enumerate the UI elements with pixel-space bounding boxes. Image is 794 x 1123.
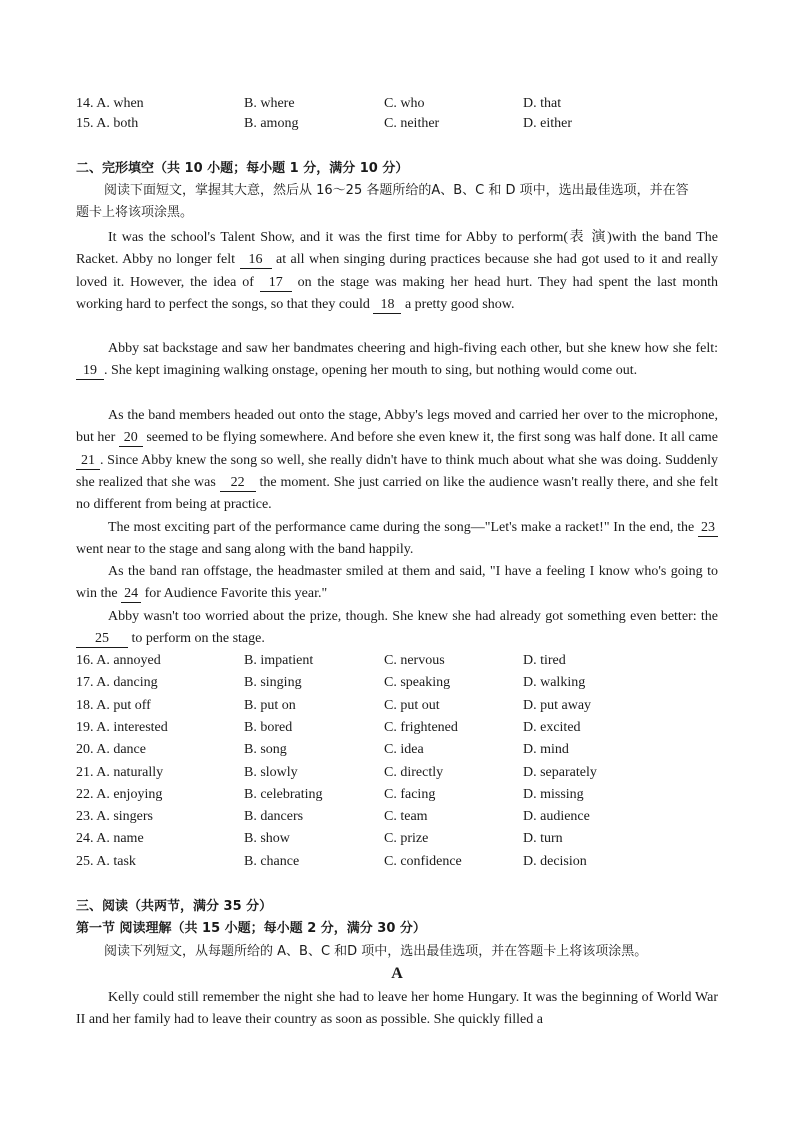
option-d: D. turn [523,831,563,847]
cloze-paragraph-4 [76,517,718,562]
blank-25: 25 [76,631,128,648]
passage-text: Kelly could still remember the night she had to leave her home Hungary. It was the beginning of World War II and her family had to leave their country as soon as possible. She quickly filled a [76,990,718,1028]
option-b: B. show [244,831,290,847]
text-run: at all when singing during practices because she had got used to it and really loved it. However, the idea of [76,252,719,290]
option-d: D. decision [523,853,587,869]
option-c: C. facing [384,786,436,802]
option-d: D. missing [523,786,584,802]
text-run: As the band ran offstage, the headmaster smiled at them and said, "I have a feeling I know who's going to win the [76,564,718,602]
option-b: B. put on [244,697,296,713]
blank-24: 24 [121,586,141,603]
blank-16: 16 [240,252,272,269]
option-b: B. among [244,116,299,131]
option-row [76,806,736,828]
text-run: seemed to be flying somewhere. And before she even knew it, the first song was half done. It all came [146,430,719,446]
option-a: 17. A. dancing [76,675,158,691]
option-d: D. either [523,116,572,131]
option-a: 15. A. both [76,116,139,131]
option-c: C. team [384,809,428,825]
option-d: D. tired [523,653,566,668]
text-run: a pretty good show. [404,296,515,312]
option-b: B. dancers [244,809,304,825]
option-row [76,739,736,761]
text-run-cn: 表 演 [568,229,608,245]
option-a: 16. A. annoyed [76,653,161,668]
section-heading-cloze: 二、完形填空（共 10 小题；每小题 1 分，满分 10 分） [76,161,409,176]
section-heading-reading: 三、阅读（共两节，满分 35 分） [76,899,273,914]
cloze-paragraph-5 [76,561,718,606]
option-b: B. song [244,742,287,758]
option-c: C. put out [384,697,440,713]
text-run: . Since Abby knew the song so well, she really didn't have to think much about what she was doing. Suddenly she realized that she was [76,452,718,490]
text-run: the moment. She just carried on like the audience wasn't really there, and she felt no different from being at practice. [76,474,718,513]
blank-21: 21 [76,453,100,470]
option-d: D. excited [523,719,581,735]
option-row [76,851,736,873]
text-run: Abby wasn't too worried about the prize, though. She knew she had already got something even better: the [108,609,718,624]
blank-19: 19 [76,363,104,380]
option-a: 25. A. task [76,853,136,869]
blank-22: 22 [220,475,256,492]
blank-23: 23 [698,520,718,537]
option-c: C. confidence [384,853,462,869]
option-a: 19. A. interested [76,719,168,735]
option-b: B. where [244,96,295,111]
question-row-15 [76,113,736,135]
option-row [76,672,736,694]
option-a: 22. A. enjoying [76,786,163,802]
option-c: C. directly [384,764,444,780]
cloze-instruction-line2: 题卡上将该项涂黑。 [76,205,194,220]
option-a: 21. A. naturally [76,764,164,780]
text-run: )with the band The Racket. Abby no longer felt [76,230,718,268]
option-a: 20. A. dance [76,742,146,758]
option-c: C. speaking [384,675,451,691]
subsection-heading: 第一节 阅读理解（共 15 小题；每小题 2 分，满分 30 分） [76,921,426,936]
text-run: went near to the stage and sang along with the band happily. [76,542,414,558]
blank-18: 18 [373,297,401,314]
option-d: D. separately [523,764,597,780]
option-row [76,695,736,717]
cloze-paragraph-2 [76,338,718,383]
question-row-14 [76,93,736,115]
option-c: C. idea [384,742,424,758]
option-c: C. nervous [384,653,445,668]
option-row [76,762,736,784]
option-c: C. prize [384,831,429,847]
option-b: B. singing [244,675,302,691]
option-d: D. walking [523,675,586,691]
blank-20: 20 [119,430,143,447]
option-b: B. chance [244,853,300,869]
text-run: It was the school's Talent Show, and it was the first time for Abby to perform( [108,230,569,245]
option-d: D. audience [523,809,590,825]
option-row [76,784,736,806]
text-run: to perform on the stage. [131,631,265,647]
option-d: D. that [523,96,562,111]
cloze-paragraph-1 [76,226,718,316]
cloze-paragraph-3 [76,405,718,516]
blank-17: 17 [260,275,292,292]
cloze-paragraph-6 [76,606,718,651]
option-d: D. put away [523,697,592,713]
text-run: As the band members headed out onto the stage, Abby's legs moved and carried her over to the microphone, but her [76,408,718,446]
passage-title: A [391,965,403,982]
option-row [76,828,736,850]
text-run: The most exciting part of the performance came during the song—"Let's make a racket!" In the end, the [108,520,695,535]
cloze-instruction-line1: 阅读下面短文，掌握其大意，然后从 16～25 各题所给的A、B、C 和 D 项中，选出最佳选项，并在答 [104,183,689,198]
option-d: D. mind [523,742,569,758]
option-row [76,717,736,739]
reading-instruction: 阅读下列短文，从每题所给的 A、B、C 和D 项中，选出最佳选项，并在答题卡上将该项涂黑。 [104,944,648,959]
option-c: C. neither [384,116,440,131]
option-c: C. who [384,96,425,111]
option-a: 18. A. put off [76,697,151,713]
option-row [76,650,736,672]
option-b: B. celebrating [244,786,323,802]
text-run: . She kept imagining walking onstage, opening her mouth to sing, but nothing would come out. [104,363,638,379]
text-run: Abby sat backstage and saw her bandmates cheering and high-fiving each other, but she knew how she felt: [108,341,718,356]
option-b: B. impatient [244,653,314,668]
option-b: B. slowly [244,764,298,780]
option-a: 23. A. singers [76,809,153,825]
text-run: for Audience Favorite this year." [144,586,328,602]
option-a: 14. A. when [76,96,144,111]
option-c: C. frightened [384,719,458,735]
text-run: on the stage was making her head hurt. They had spent the last month working hard to perfect the songs, so that they could [76,274,719,312]
option-b: B. bored [244,719,293,735]
option-a: 24. A. name [76,831,144,847]
